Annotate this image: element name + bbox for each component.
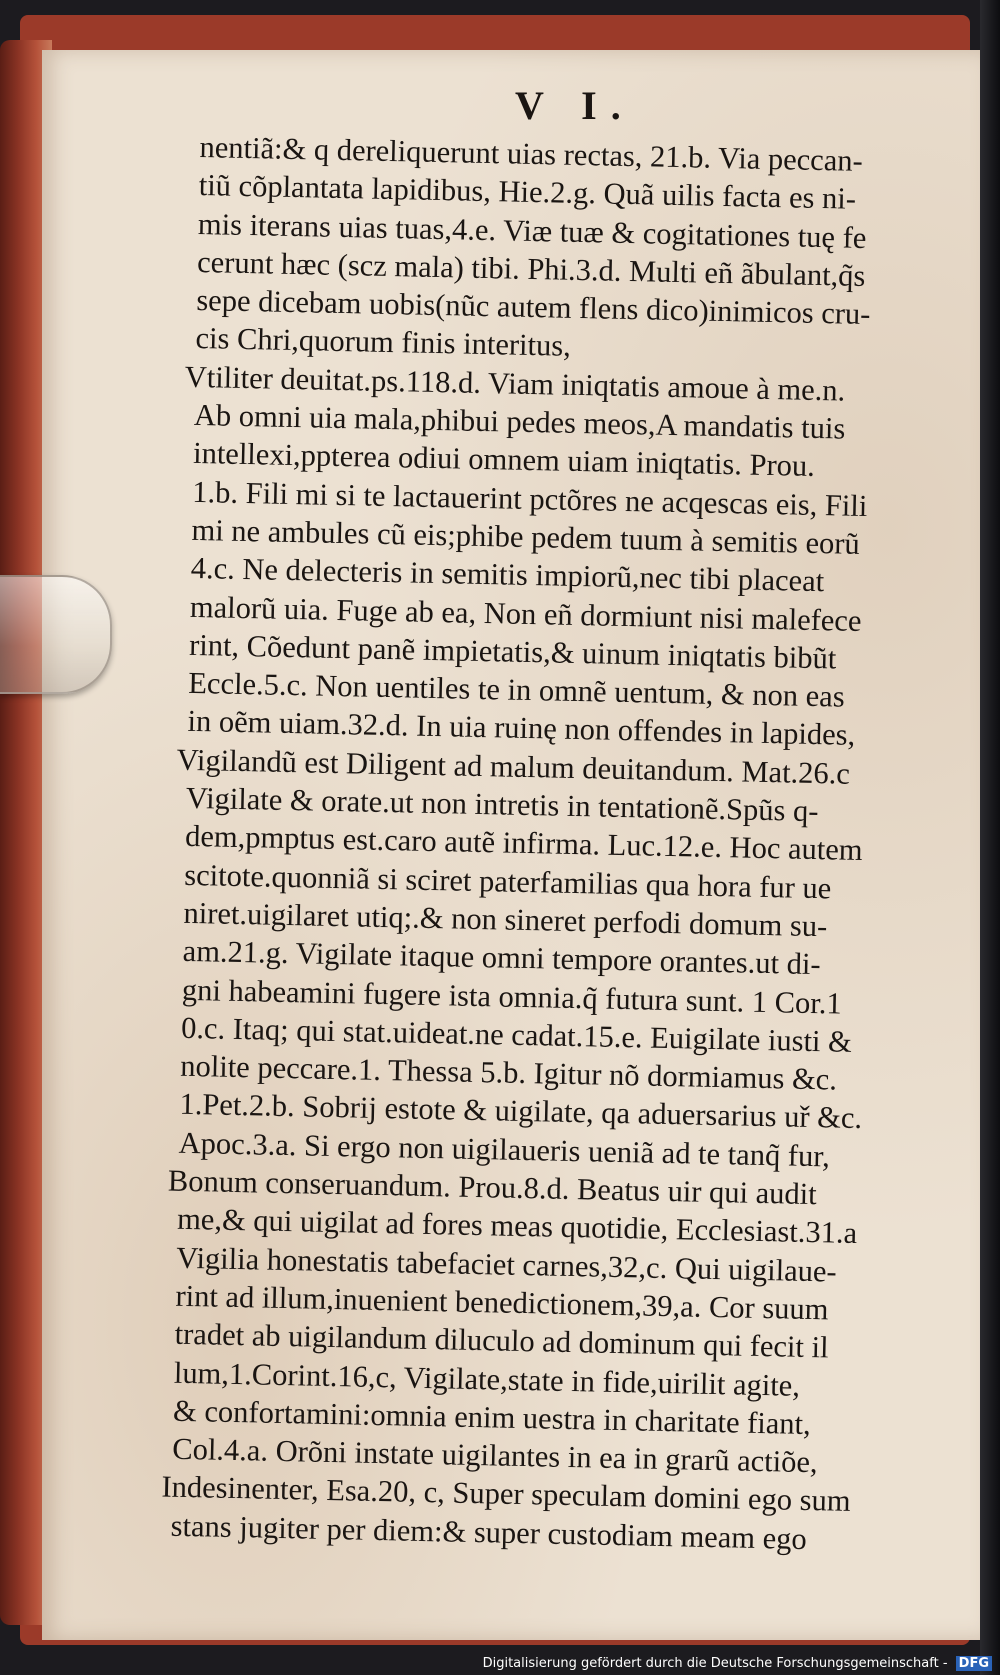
dfg-logo: DFG [956, 1656, 992, 1671]
text-line: Ab omni uia mala,phibui pedes meos,A mandatis tuis [193, 398, 846, 446]
footer-text: Digitalisierung gefördert durch die Deutsche Forschungsgemeinschaft - [482, 1656, 948, 1671]
text-line: & confortamini:omnia enim uestra in charitate fiant, [172, 1393, 812, 1441]
text-line: sepe dicebam uobis(nũc autem flens dico)inimicos cru- [196, 283, 871, 332]
text-line: rint, Cõedunt panẽ impietatis,& uinum iniqtatis bibũt [188, 627, 837, 676]
text-line: malorũ uia. Fuge ab ea, Non eñ dormiunt nisi malefece [189, 589, 862, 638]
text-line: Vtiliter deuitat.ps.118.d. Viam iniqtatis amoue à me.n. [184, 359, 846, 408]
text-line: nentiã:& q dereliquerunt uias rectas, 21.b. Via peccan- [199, 129, 864, 178]
text-line: Vigilandũ est Diligent ad malum deuitandum. Mat.26.c [176, 742, 851, 791]
text-line: nolite peccare.1. Thessa 5.b. Igitur nõ dormiamus &c. [179, 1048, 838, 1097]
funding-footer [483, 1656, 992, 1671]
text-line: am.21.g. Vigilate itaque omni tempore orantes.ut di- [182, 934, 821, 982]
text-line: scitote.quonniã si sciret paterfamilias qua hora fur ue [184, 857, 832, 906]
text-line: in oẽm uiam.32.d. In uia ruinę non offendes in lapides, [187, 704, 856, 753]
text-line: me,& qui uigilat ad fores meas quotidie, Ecclesiast.31.a [176, 1202, 858, 1251]
text-line: niret.uigilaret utiq;.& non sineret perfodi domum su- [183, 895, 828, 944]
text-line: mi ne ambules cũ eis;phibe pedem tuum à semitis eorũ [191, 512, 861, 561]
text-line: 1.b. Fili mi si te lactauerint pctõres ne acqescas eis, Fili [192, 474, 868, 523]
text-line: lum,1.Corint.16,c, Vigilate,state in fide,uirilit agite, [173, 1355, 801, 1403]
text-line: Vigilate & orate.ut non intretis in tentationẽ.Spũs q- [185, 780, 819, 829]
text-line: Indesinenter, Esa.20, c, Super speculam domini ego sum [161, 1469, 851, 1519]
text-line: Col.4.a. Orõni instate uigilantes in ea in grarũ actiõe, [171, 1431, 818, 1480]
text-line: cerunt hæc (scz mala) tibi. Phi.3.d. Multi eñ ãbulant,q̃s [196, 244, 866, 293]
text-line: tradet ab uigilandum diluculo ad dominum qui fecit il [174, 1316, 829, 1365]
text-line: 0.c. Itaq; qui stat.uideat.ne cadat.15.e. Euigilate iusti & [180, 1010, 853, 1059]
text-line: intellexi,ppterea odiui omnem uiam iniqtatis. Prou. [192, 436, 816, 484]
text-line: rint ad illum,inuenient benedictionem,39,a. Cor suum [175, 1278, 829, 1327]
text-line: tiũ cõplantata lapidibus, Hie.2.g. Quã uilis facta es ni- [198, 168, 857, 217]
text-line: gni habeamini fugere ista omnia.q̃ futura sunt. 1 Cor.1 [181, 972, 843, 1021]
body-text [161, 128, 920, 1560]
page-clip [0, 575, 112, 694]
text-line: Bonum conseruandum. Prou.8.d. Beatus uir qui audit [167, 1163, 818, 1212]
text-line: 4.c. Ne delecteris in semitis impiorũ,nec tibi placeat [190, 551, 825, 599]
text-line: mis iterans uias tuas,4.e. Viæ tuæ & cogitationes tuę fe [197, 206, 867, 255]
text-line: 1.Pet.2.b. Sobrij estote & uigilate, qa aduersarius uř &c. [179, 1087, 863, 1136]
text-line: dem,pmptus est.caro autẽ infirma. Luc.12.e. Hoc autem [184, 819, 863, 868]
page-header: V I. [515, 83, 635, 128]
text-line: Apoc.3.a. Si ergo non uigilaueris ueniã ad te tanq̃ fur, [178, 1125, 831, 1174]
text-line: Vigilia honestatis tabefaciet carnes,32,c. Qui uigilaue- [175, 1240, 838, 1289]
text-line: stans jugiter per diem:& super custodiam meam ego [170, 1508, 808, 1556]
text-line: Eccle.5.c. Non uentiles te in omnẽ uentum, & non eas [188, 666, 846, 714]
text-line: cis Chri,quorum finis interitus, [195, 321, 572, 364]
background-shadow [980, 0, 1000, 1675]
